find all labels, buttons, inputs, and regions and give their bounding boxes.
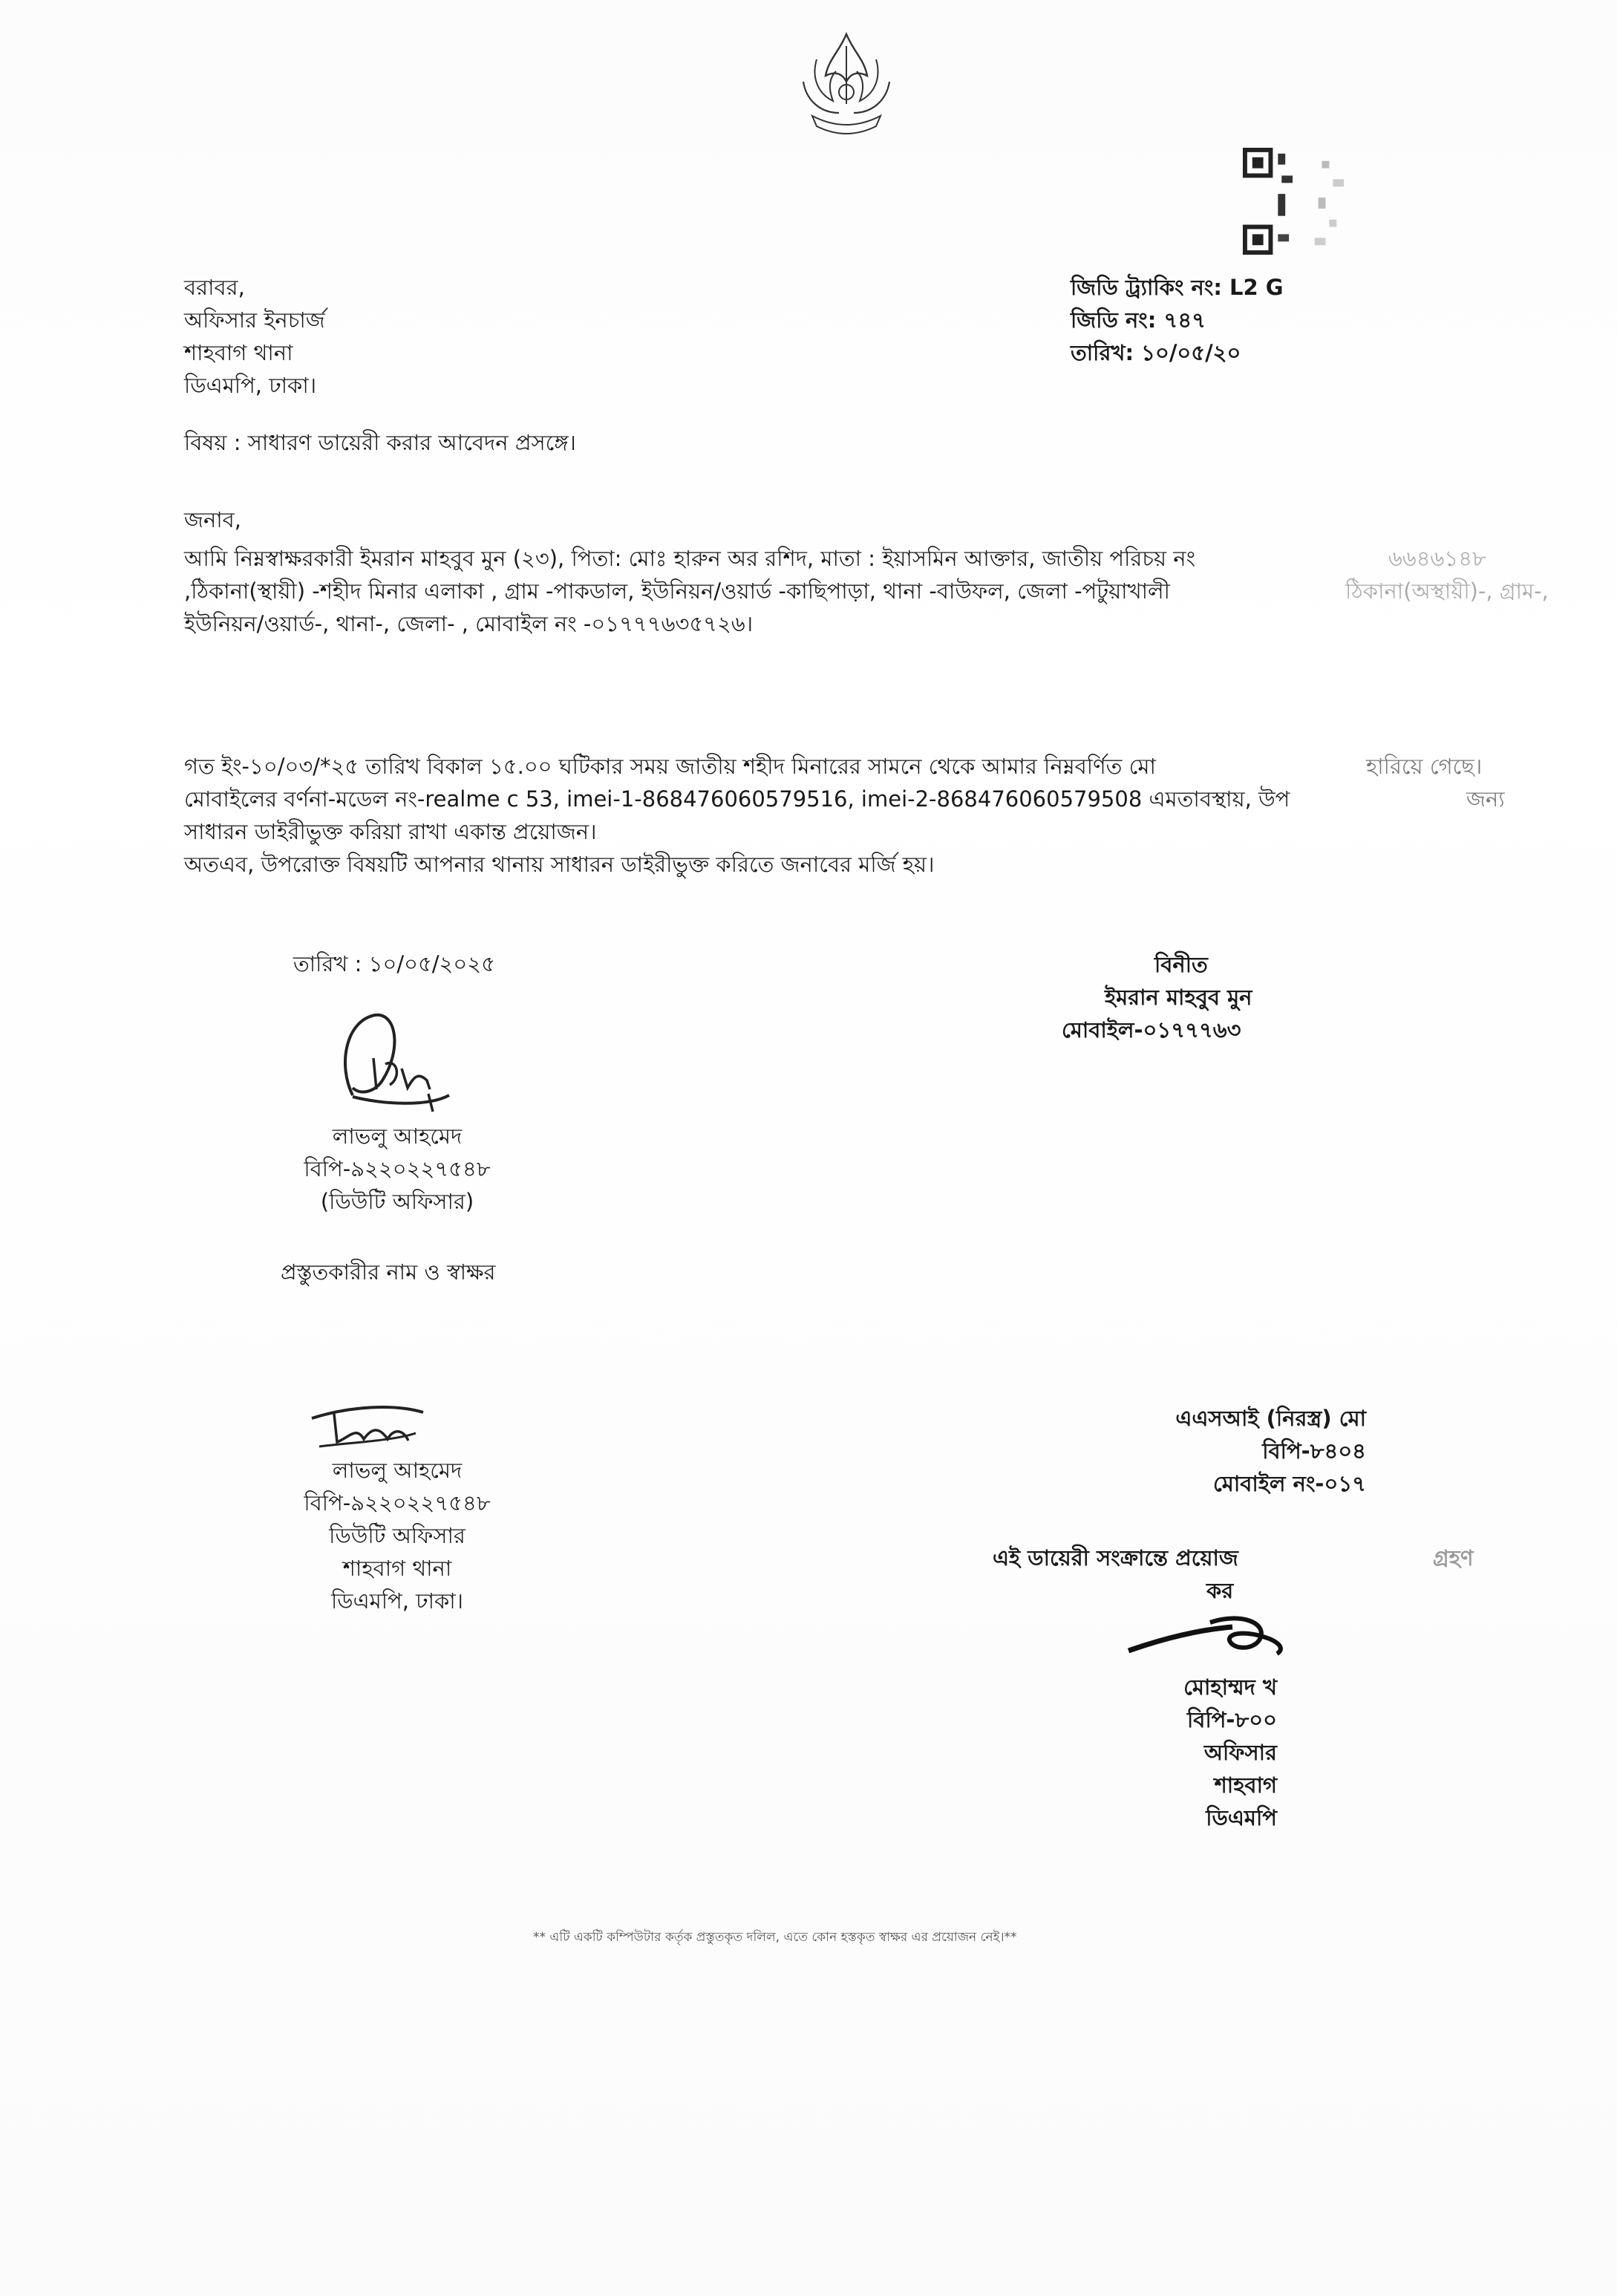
preparer-bp: বিপি-৯২২০২২৭৫৪৮: [304, 1156, 491, 1181]
footer-note: ** এটি একটি কম্পিউটার কর্তৃক প্রস্তুতকৃত দলিল, এতে কোন হস্তকৃত স্বাক্ষর এর প্রয়োজন নেই।**: [533, 1930, 1017, 1945]
duty-officer-block: [293, 1454, 501, 1617]
duty-officer-city: ডিএমপি, ঢাকা।: [330, 1588, 464, 1614]
duty-officer-signature-icon: [304, 1396, 431, 1455]
preparer-role: (ডিউটি অফিসার): [320, 1189, 474, 1214]
duty-officer-name: লাভলু আহমেদ: [332, 1458, 463, 1483]
paragraph-line: ইউনিয়ন/ওয়ার্ড-, থানা-, জেলা- , মোবাইল নং -০১৭৭৭৬৩৫৭২৬।: [184, 611, 754, 636]
recipient-line: বরাবর,: [184, 275, 245, 300]
preparer-block: [286, 1120, 509, 1218]
duty-officer-bp: বিপি-৯২২০২২৭৫৪৮: [304, 1490, 491, 1516]
paragraph-line: মোবাইলের বর্ণনা-মডেল নং-realme c 53, imei-1-868476060579516, imei-2-868476060579508 এমতাবস্থায়, উপ: [184, 786, 1290, 812]
police-emblem-icon: [787, 30, 906, 137]
letter-date: তারিখ : ১০/০৫/২০২৫: [293, 951, 495, 976]
salutation: জনাব,: [184, 507, 242, 532]
gd-tracking-no: জিডি ট্র্যাকিং নং: L2 G: [1071, 275, 1284, 300]
recipient-line: শাহবাগ থানা: [184, 340, 293, 365]
duty-officer-role: ডিউটি অফিসার: [329, 1523, 466, 1548]
nid-number-tail: ৬৬৪৬১৪৮: [1388, 546, 1486, 571]
oc-role: অফিসার: [1203, 1740, 1277, 1765]
gd-date: তারিখ: ১০/০৫/২০: [1071, 340, 1241, 365]
incident-paragraph: [184, 750, 1290, 881]
paragraph-line: গত ইং-১০/০৩/*২৫ তারিখ বিকাল ১৫.০০ ঘটিকার সময় জাতীয় শহীদ মিনারের সামনে থেকে আমার নিম্নবর্ণিত মো: [184, 754, 1156, 779]
preparer-caption: প্রস্তুতকারীর নাম ও স্বাক্ষর: [281, 1259, 496, 1285]
applicant-signoff: [1062, 948, 1252, 1046]
oc-bp: বিপি-৮০০: [1187, 1707, 1277, 1732]
asi-bp: বিপি-৮৪০৪: [1262, 1438, 1366, 1464]
instruction-line: এই ডায়েরী সংক্রান্তে প্রয়োজ: [993, 1545, 1238, 1571]
paragraph-line: সাধারন ডাইরীভুক্ত করিয়া রাখা একান্ত প্রয়োজন।: [184, 819, 597, 844]
oc-name: মোহাম্মদ খ: [1183, 1674, 1277, 1700]
asi-title: এএসআই (নিরস্ত্র) মো: [1175, 1406, 1366, 1431]
subject-line: বিষয় : সাধারণ ডায়েরী করার আবেদন প্রসঙ্গে।: [184, 430, 576, 455]
applicant-details-paragraph: [184, 542, 1195, 640]
closing: বিনীত: [1154, 952, 1208, 977]
recipient-block: [184, 271, 325, 402]
asi-block: [1039, 1402, 1366, 1500]
oc-block: [1099, 1671, 1277, 1834]
gd-number: জিডি নং: ৭৪৭: [1071, 307, 1206, 333]
incident-line-tail: জন্য: [1466, 786, 1505, 812]
oc-station: শাহবাগ: [1214, 1772, 1277, 1798]
recipient-line: ডিএমপি, ঢাকা।: [184, 373, 317, 398]
paragraph-line: ,ঠিকানা(স্থায়ী) -শহীদ মিনার এলাকা , গ্রাম -পাকডাল, ইউনিয়ন/ওয়ার্ড -কাছিপাড়া, থানা -বাউফল, জেলা -পটুয়াখালী: [184, 578, 1170, 604]
qr-code-icon: [1241, 146, 1351, 257]
instruction-line: কর: [1206, 1578, 1234, 1603]
preparer-signature-icon: [330, 1006, 457, 1118]
paragraph-line: আমি নিম্নস্বাক্ষরকারী ইমরান মাহবুব মুন (২৩), পিতা: মোঃ হারুন অর রশিদ, মাতা : ইয়াসমিন আক্তার, জাতীয় পরিচয় নং: [184, 546, 1196, 571]
applicant-name: ইমরান মাহবুব মুন: [1105, 985, 1252, 1010]
applicant-mobile: মোবাইল-০১৭৭৭৬৩: [1062, 1017, 1241, 1043]
recipient-line: অফিসার ইনচার্জ: [184, 307, 325, 333]
gd-info-block: [1071, 271, 1284, 369]
asi-mobile: মোবাইল নং-০১৭: [1213, 1471, 1366, 1496]
preparer-name: লাভলু আহমেদ: [332, 1123, 463, 1149]
oc-signature-icon: [1121, 1608, 1292, 1674]
duty-officer-station: শাহবাগ থানা: [342, 1556, 452, 1581]
temp-address-tail: ঠিকানা(অস্থায়ী)-, গ্রাম-,: [1345, 578, 1549, 604]
incident-line-tail: হারিয়ে গেছে।: [1366, 754, 1483, 779]
oc-city: ডিএমপি: [1206, 1805, 1277, 1830]
paragraph-line: অতএব, উপরোক্ত বিষয়টি আপনার থানায় সাধারন ডাইরীভুক্ত করিতে জনাবের মর্জি হয়।: [184, 852, 935, 877]
instruction-line-tail: গ্রহণ: [1433, 1545, 1474, 1571]
